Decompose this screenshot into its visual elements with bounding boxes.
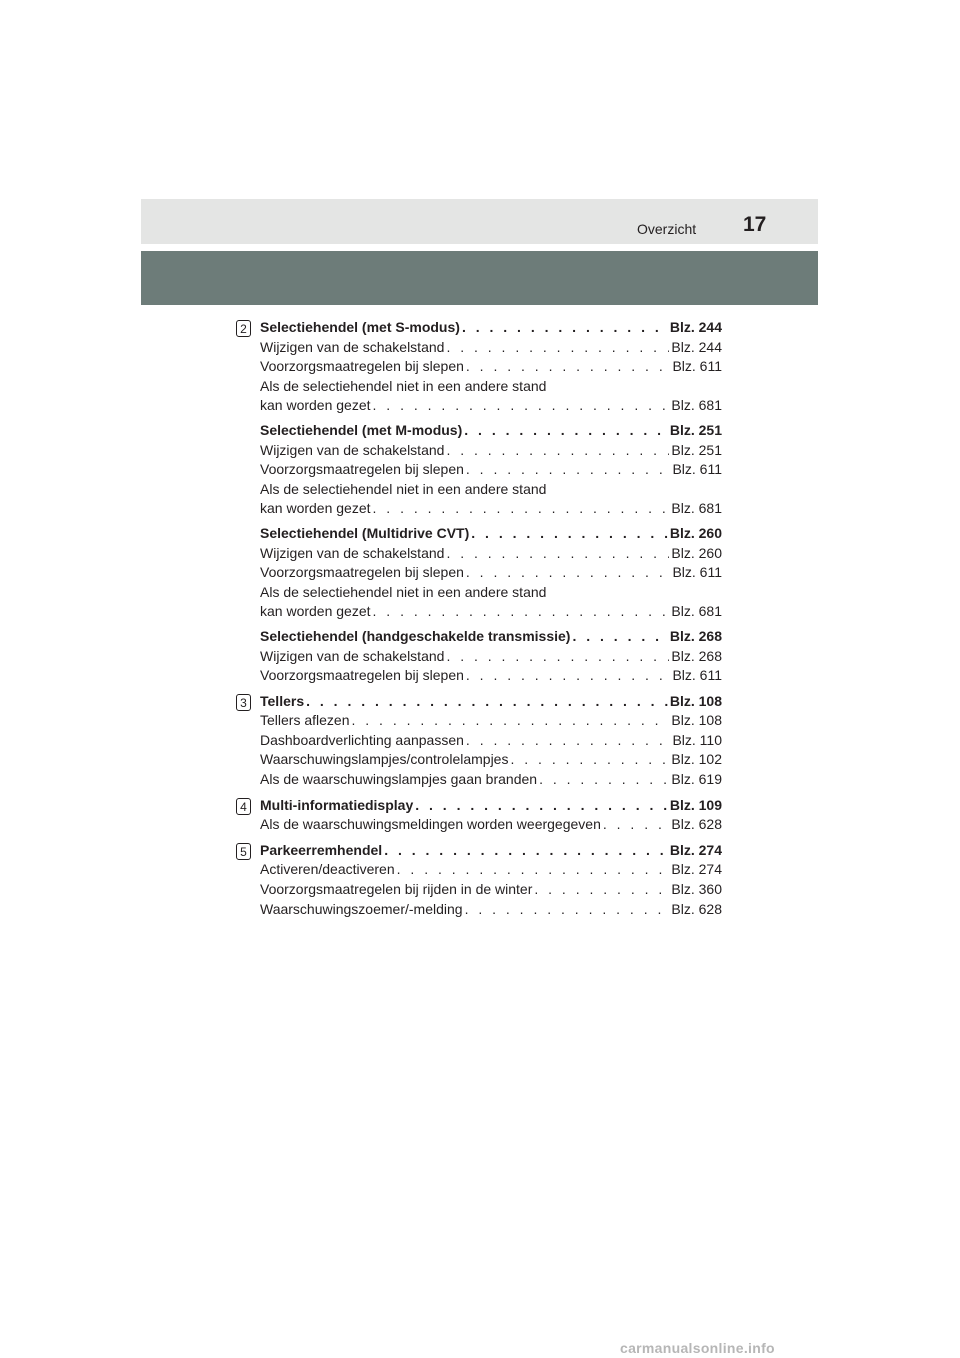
toc-entry-text-line: Als de selectiehendel niet in een andere stand [260,583,547,600]
toc-entry-text-line: Als de selectiehendel niet in een andere stand [260,480,547,497]
toc-group [260,524,722,622]
toc-section [236,796,722,835]
toc-page-reference: Blz. 274 [669,841,722,858]
toc-entry[interactable] [260,647,722,667]
toc-page-reference: Blz. 611 [672,461,722,478]
dot-leader [466,563,671,583]
toc-entry[interactable] [260,602,722,622]
dot-leader [352,711,670,731]
toc-heading-entry[interactable] [260,318,722,338]
dot-leader [464,421,668,441]
toc-entry-text: Selectiehendel (met S-modus) [260,319,460,335]
dot-leader [466,731,671,751]
dot-leader [539,770,669,790]
toc-group [260,692,722,790]
toc-page-reference: Blz. 628 [671,900,722,917]
toc-entry-text: Selectiehendel (met M-modus) [260,421,463,438]
toc-page-reference: Blz. 268 [669,627,722,644]
toc-page-reference: Blz. 681 [671,397,722,414]
toc-heading-entry[interactable] [260,421,722,441]
page-number: 17 [743,213,767,236]
toc-page-reference: Blz. 108 [671,712,722,729]
toc-heading-entry[interactable] [260,627,722,647]
toc-group [260,796,722,835]
toc-entry-text: Wijzigen van de schakelstand [260,338,445,355]
toc-page-reference: Blz. 628 [671,816,722,833]
toc-page-reference: Blz. 244 [671,338,722,355]
dot-leader [510,750,669,770]
toc-entry-text-line: Als de selectiehendel niet in een andere stand [260,377,547,394]
toc-section [236,318,722,686]
dot-leader [466,460,671,480]
toc-section [236,841,722,919]
toc-entry[interactable] [260,441,722,461]
toc-entry[interactable] [260,357,722,377]
toc-entry-text: Als de waarschuwingslampjes gaan branden [260,771,538,788]
toc-page-reference: Blz. 619 [671,771,722,788]
toc-entry-text: Selectiehendel (Multidrive CVT) [260,524,470,541]
toc-entry-text: kan worden gezet [260,603,371,620]
toc-entry-text: Selectiehendel (handgeschakelde transmissie) [260,627,571,644]
toc-group [260,421,722,519]
toc-entry-text: Tellers aflezen [260,712,350,729]
toc-page-reference: Blz. 110 [672,731,722,748]
toc-entry[interactable] [260,544,722,564]
toc-entry[interactable] [260,666,722,686]
toc-entry-text: Voorzorgsmaatregelen bij slepen [260,358,464,375]
toc-entry[interactable] [260,338,722,358]
toc-entry-text: Voorzorgsmaatregelen bij rijden in de winter [260,881,533,898]
toc-page-reference: Blz. 260 [671,544,722,561]
dot-leader [465,900,670,920]
toc-entry[interactable] [260,815,722,835]
toc-page-reference: Blz. 274 [671,861,722,878]
watermark: carmanualsonline.info [620,1340,775,1356]
dot-leader [397,860,670,880]
toc-entry[interactable] [260,880,722,900]
dot-leader [446,441,669,461]
toc-page-reference: Blz. 611 [672,358,722,375]
toc-entry-text: Voorzorgsmaatregelen bij slepen [260,461,464,478]
toc-entry[interactable] [260,900,722,920]
toc-entry-text: Waarschuwingslampjes/controlelampjes [260,751,509,768]
toc-heading-entry[interactable] [260,841,722,861]
title-bar [141,251,818,305]
dot-leader [446,647,669,667]
toc-group [260,318,722,416]
toc-group [260,841,722,919]
header-band [141,199,818,244]
table-of-contents [236,318,722,925]
toc-entry[interactable] [260,460,722,480]
dot-leader [603,815,670,835]
toc-page-reference: Blz. 360 [671,881,722,898]
toc-entry[interactable] [260,731,722,751]
dot-leader [534,880,669,900]
dot-leader [446,338,669,358]
toc-section [236,692,722,790]
toc-group [260,627,722,686]
toc-entry-text: Voorzorgsmaatregelen bij slepen [260,667,464,684]
toc-page-reference: Blz. 244 [669,319,722,335]
dot-leader [466,666,671,686]
toc-entry-text: kan worden gezet [260,397,371,414]
dot-leader [373,499,670,519]
toc-entry[interactable] [260,563,722,583]
toc-page-reference: Blz. 611 [672,564,722,581]
toc-entry[interactable] [260,750,722,770]
toc-entry-text: Voorzorgsmaatregelen bij slepen [260,564,464,581]
toc-entry-text: Als de waarschuwingsmeldingen worden weergegeven [260,816,601,833]
toc-page-reference: Blz. 260 [669,524,722,541]
dot-leader [384,841,668,861]
section-number-badge: 3 [236,694,251,711]
toc-heading-entry[interactable] [260,796,722,816]
section-number-badge: 5 [236,843,251,860]
dot-leader [471,524,668,544]
section-number-badge: 2 [236,320,251,337]
dot-leader [373,396,670,416]
toc-page-reference: Blz. 102 [671,751,722,768]
toc-entry[interactable] [260,770,722,790]
page-header-title: Overzicht [637,221,697,237]
dot-leader [373,602,670,622]
dot-leader [306,692,668,712]
toc-entry-text: kan worden gezet [260,500,371,517]
toc-entry[interactable] [260,396,722,416]
toc-entry-text: Dashboardverlichting aanpassen [260,731,464,748]
toc-heading-entry[interactable] [260,692,722,712]
toc-heading-entry[interactable] [260,524,722,544]
toc-entry-text: Wijzigen van de schakelstand [260,647,445,664]
dot-leader [446,544,669,564]
toc-page-reference: Blz. 681 [671,603,722,620]
toc-page-reference: Blz. 268 [671,647,722,664]
dot-leader [415,796,668,816]
toc-entry[interactable] [260,860,722,880]
dot-leader [462,318,668,338]
dot-leader [466,357,671,377]
toc-entry-text: Tellers [260,692,305,709]
toc-entry-text: Multi-informatiedisplay [260,796,414,813]
toc-page-reference: Blz. 251 [669,421,722,438]
toc-page-reference: Blz. 611 [672,667,722,684]
toc-entry-text: Wijzigen van de schakelstand [260,441,445,458]
dot-leader [572,627,667,647]
toc-page-reference: Blz. 681 [671,500,722,517]
toc-page-reference: Blz. 251 [671,441,722,458]
toc-entry[interactable] [260,711,722,731]
toc-entry-text: Parkeerremhendel [260,841,383,858]
toc-entry-text: Waarschuwingszoemer/-melding [260,900,463,917]
toc-entry-text: Wijzigen van de schakelstand [260,544,445,561]
toc-page-reference: Blz. 109 [669,796,722,813]
toc-entry-text: Activeren/deactiveren [260,861,395,878]
section-number-badge: 4 [236,798,251,815]
toc-entry[interactable] [260,499,722,519]
toc-page-reference: Blz. 108 [669,692,722,709]
